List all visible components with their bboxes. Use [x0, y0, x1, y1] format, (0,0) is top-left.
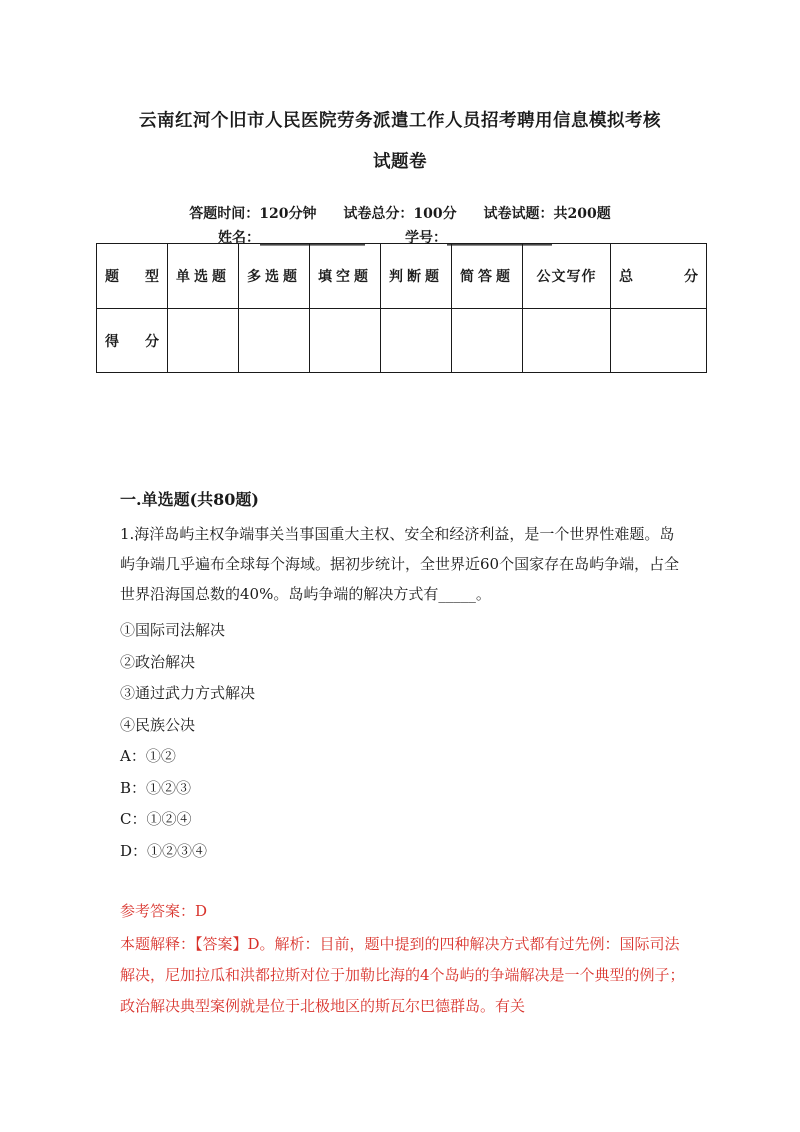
- header-single-choice: 单选题: [168, 244, 239, 309]
- doc-title-line2: 试题卷: [373, 152, 427, 172]
- score-cell[interactable]: [523, 309, 611, 373]
- score-cell[interactable]: [452, 309, 523, 373]
- header-multiple-choice: 多选题: [239, 244, 310, 309]
- score-cell[interactable]: [381, 309, 452, 373]
- list-item: ②政治解决: [120, 652, 196, 671]
- score-cell[interactable]: [310, 309, 381, 373]
- header-type-cell: 题 型: [97, 244, 168, 309]
- list-item: ④民族公决: [120, 715, 196, 734]
- header-fill-blank: 填空题: [310, 244, 381, 309]
- exam-total-score: 试卷总分：100分: [343, 206, 457, 222]
- reference-answer: 参考答案：D: [120, 902, 208, 920]
- option-d[interactable]: D：①②③④: [120, 841, 208, 860]
- header-true-false: 判断题: [381, 244, 452, 309]
- score-cell[interactable]: [168, 309, 239, 373]
- section-title: 一.单选题(共80题): [120, 490, 259, 509]
- score-cell[interactable]: [239, 309, 310, 373]
- option-c[interactable]: C：①②④: [120, 810, 192, 828]
- answer-explanation: 本题解释：【答案】D。解析：目前，题中提到的四种解决方式都有过先例：国际司法解决，尼加拉瓜和洪都拉斯对位于加勒比海的4个岛屿的争端解决是一个典型的例子；政治解决典型案例就是位于北极地区的斯瓦尔巴德群岛。有关: [120, 935, 685, 1015]
- score-table-score-row: [97, 309, 707, 373]
- exam-meta: [0, 203, 800, 223]
- list-item: ①国际司法解决: [120, 621, 226, 639]
- list-item: ③通过武力方式解决: [120, 684, 256, 702]
- question-items: [120, 615, 255, 867]
- header-total-cell: 总 分: [611, 244, 707, 309]
- doc-title-line1: 云南红河个旧市人民医院劳务派遣工作人员招考聘用信息模拟考核: [139, 111, 661, 131]
- student-id-field[interactable]: 学号：_______________: [405, 230, 552, 246]
- option-a[interactable]: A：①②: [120, 747, 176, 765]
- score-table-header-row: [97, 244, 707, 309]
- exam-time: 答题时间：120分钟: [189, 206, 317, 222]
- score-cell[interactable]: [611, 309, 707, 373]
- header-short-answer: 简答题: [452, 244, 523, 309]
- option-b[interactable]: B：①②③: [120, 778, 192, 797]
- header-official-writing: 公文写作: [523, 244, 611, 309]
- score-label-cell: 得 分: [97, 309, 168, 373]
- score-table: [96, 243, 707, 373]
- exam-question-count: 试卷试题：共200题: [483, 206, 611, 222]
- question-text: 1.海洋岛屿主权争端事关当事国重大主权、安全和经济利益，是一个世界性难题。岛屿争端几乎遍布全球每个海域。据初步统计，全世界近60个国家存在岛屿争端，占全世界沿海国总数的40%。岛屿争端的解决方式有_____。: [120, 525, 680, 603]
- name-field[interactable]: 姓名：_______________: [218, 230, 365, 246]
